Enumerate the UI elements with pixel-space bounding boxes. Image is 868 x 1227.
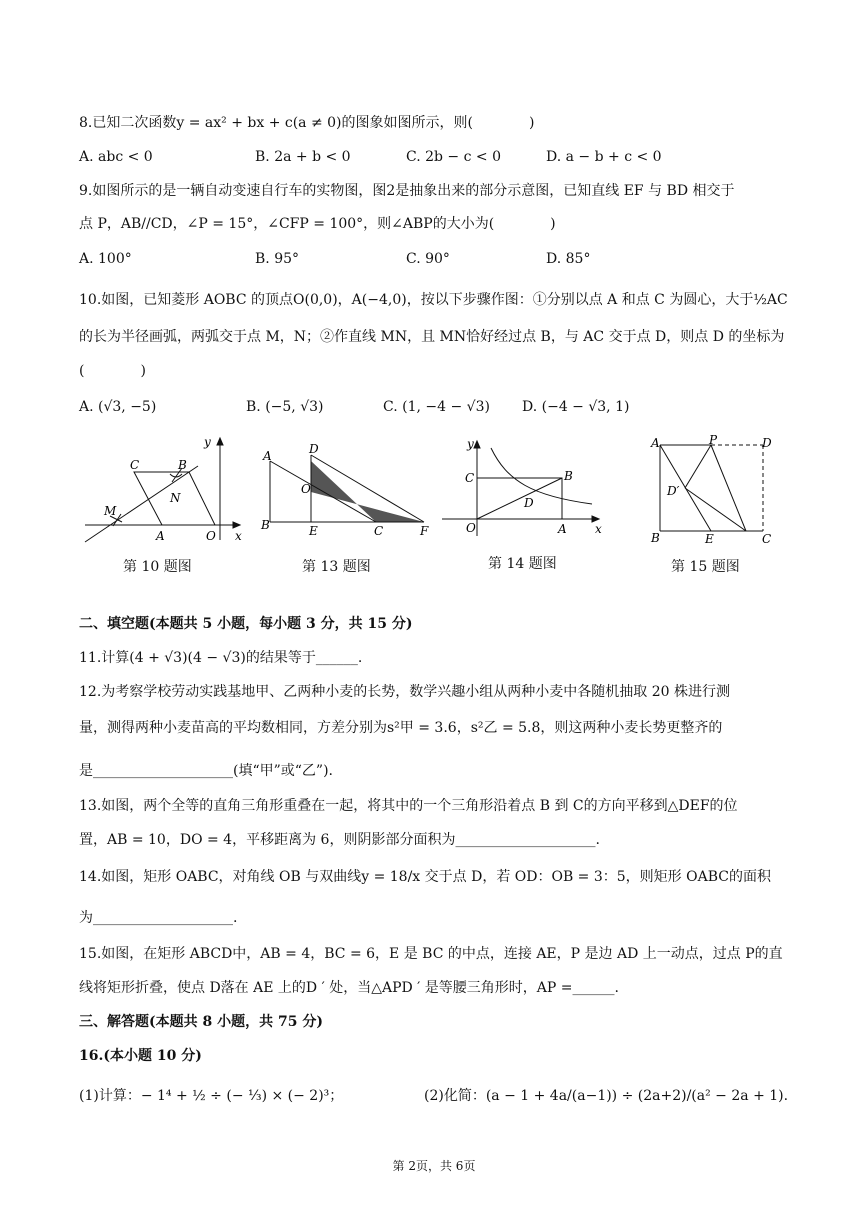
fig15-label-b: B	[651, 531, 660, 545]
fig14-label-b: B	[564, 469, 573, 483]
q15-line2: 线将矩形折叠，使点 D落在 AE 上的D ′ 处，当△APD ′ 是等腰三角形时，AP =______.	[79, 980, 619, 996]
q8-stem: 8.已知二次函数y = ax² + bx + c(a ≠ 0)的图象如图所示，则( )	[79, 115, 535, 131]
q9-option-d: D. 85°	[546, 251, 591, 267]
caption-fig13: 第 13 题图	[302, 559, 371, 575]
fig15-label-c: C	[762, 532, 772, 546]
fig13-label-c: C	[374, 524, 384, 538]
q16-title: 16.(本小题 10 分)	[79, 1048, 202, 1064]
section-2-title: 二、填空题(本题共 5 小题，每小题 3 分，共 15 分)	[79, 616, 413, 632]
page-footer: 第 2页，共 6页	[392, 1159, 476, 1173]
q10-option-c: C. (1, −4 − √3)	[383, 399, 490, 415]
fig14-label-x: x	[595, 522, 602, 536]
q9-stem-line2: 点 P，AB//CD，∠P = 15°，∠CFP = 100°，则∠ABP的大小为( )	[79, 216, 556, 232]
caption-fig10: 第 10 题图	[123, 559, 192, 575]
fig13-label-a: A	[263, 449, 272, 463]
fig10-label-x: x	[235, 529, 242, 543]
q9-stem-line1: 9.如图所示的是一辆自动变速自行车的实物图，图2是抽象出来的部分示意图，已知直线 EF 与 BD 相交于	[79, 183, 735, 199]
caption-fig15: 第 15 题图	[671, 559, 740, 575]
q10-option-a: A. (√3, −5)	[79, 399, 157, 415]
fig15-label-e: E	[705, 532, 714, 546]
fig14-label-d: D	[524, 496, 534, 510]
q16-part1: (1)计算：− 1⁴ + ½ ÷ (− ⅓) × (− 2)³；	[79, 1088, 344, 1104]
figure-10	[80, 430, 250, 550]
fig14-label-a: A	[558, 522, 567, 536]
fig14-label-o: O	[466, 521, 476, 535]
fig13-label-b: B	[261, 518, 270, 532]
q8-option-b: B. 2a + b < 0	[255, 149, 351, 165]
q13-line2: 置，AB = 10，DO = 4，平移距离为 6，则阴影部分面积为____________________.	[79, 832, 600, 848]
fig13-label-d: D	[309, 442, 319, 456]
caption-fig14: 第 14 题图	[488, 556, 557, 572]
q8-option-d: D. a − b + c < 0	[546, 149, 662, 165]
fig15-label-a: A	[651, 436, 660, 450]
fig15-label-p: P	[709, 433, 718, 447]
q14-line1: 14.如图，矩形 OABC，对角线 OB 与双曲线y = 18/x 交于点 D，若 OD：OB = 3：5，则矩形 OABC的面积	[79, 869, 771, 885]
q15-line1: 15.如图，在矩形 ABCD中，AB = 4，BC = 6，E 是 BC 的中点，连接 AE，P 是边 AD 上一动点，过点 P的直	[79, 946, 783, 962]
q10-option-d: D. (−4 − √3, 1)	[522, 399, 630, 415]
q12-line3: 是____________________(填“甲”或“乙”).	[79, 763, 334, 779]
fig10-label-m: M	[104, 504, 117, 518]
fig14-label-y: y	[467, 437, 474, 451]
q9-option-b: B. 95°	[255, 251, 300, 267]
q9-option-a: A. 100°	[79, 251, 132, 267]
fig13-label-f: F	[420, 524, 429, 538]
q8-option-c: C. 2b − c < 0	[406, 149, 501, 165]
figure-13	[258, 442, 438, 542]
fig10-label-c: C	[130, 458, 140, 472]
fig10-label-o: O	[206, 529, 216, 543]
q8-option-a: A. abc < 0	[79, 149, 153, 165]
figure-14	[437, 436, 607, 541]
q10-option-b: B. (−5, √3)	[246, 399, 324, 415]
fig15-label-d: D	[762, 436, 772, 450]
fig14-label-c: C	[465, 471, 475, 485]
section-3-title: 三、解答题(本题共 8 小题，共 75 分)	[79, 1014, 323, 1030]
q10-stem-line2: 的长为半径画弧，两弧交于点 M，N；②作直线 MN，且 MN恰好经过点 B，与 AC 交于点 D，则点 D 的坐标为	[79, 329, 785, 345]
q9-option-c: C. 90°	[406, 251, 450, 267]
fig10-label-y: y	[204, 435, 211, 449]
q14-line2: 为____________________.	[79, 910, 238, 926]
fig10-label-a: A	[156, 529, 165, 543]
q13-line1: 13.如图，两个全等的直角三角形重叠在一起，将其中的一个三角形沿着点 B 到 C的方向平移到△DEF的位	[79, 798, 738, 814]
fig13-label-e: E	[309, 524, 318, 538]
q11-text: 11.计算(4 + √3)(4 − √3)的结果等于______.	[79, 650, 363, 666]
fig13-label-o: O	[301, 482, 311, 496]
fig13-shaded-region	[311, 461, 424, 522]
fig10-label-n: N	[170, 491, 181, 505]
fig10-label-b: B	[178, 458, 187, 472]
q16-part2: (2)化简：(a − 1 + 4a/(a−1)) ÷ (2a+2)/(a² − 2a + 1).	[424, 1088, 789, 1104]
q12-line2: 量，测得两种小麦苗高的平均数相同，方差分别为s²甲 = 3.6，s²乙 = 5.8，则这两种小麦长势更整齐的	[79, 720, 723, 736]
fig15-label-d-prime: D′	[667, 484, 680, 498]
q10-stem-line1: 10.如图，已知菱形 AOBC 的顶点O(0,0)，A(−4,0)，按以下步骤作图：①分别以点 A 和点 C 为圆心，大于½AC	[79, 292, 788, 308]
q10-stem-line3: ( )	[79, 363, 146, 379]
q12-line1: 12.为考察学校劳动实践基地甲、乙两种小麦的长势，数学兴趣小组从两种小麦中各随机抽取 20 株进行测	[79, 684, 730, 700]
figure-15	[645, 435, 780, 550]
